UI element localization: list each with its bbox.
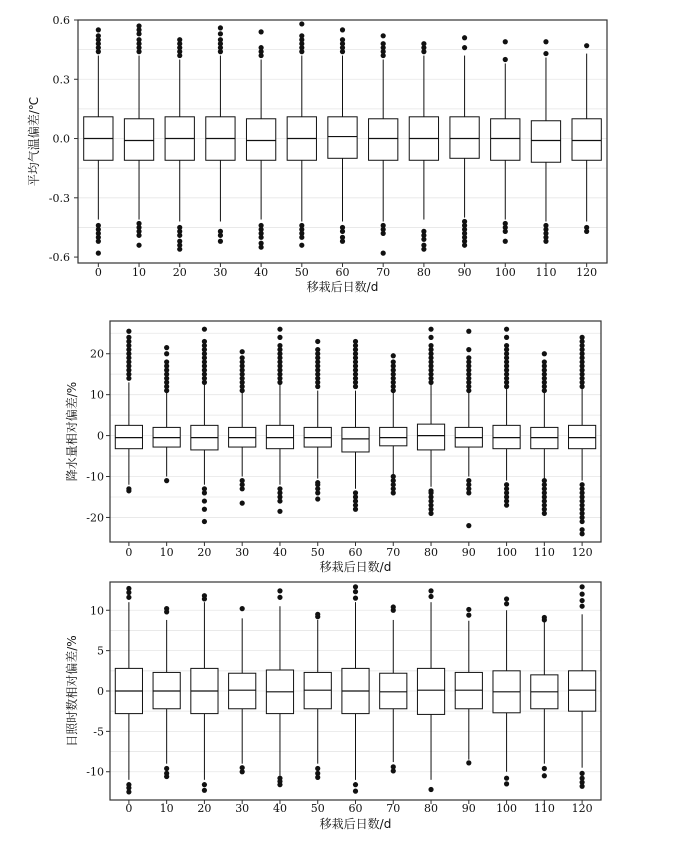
outlier-point [381, 231, 386, 236]
outlier-point [504, 776, 509, 781]
outlier-point [580, 584, 585, 589]
outlier-point [421, 247, 426, 252]
outlier-point [340, 37, 345, 42]
outlier-point [503, 57, 508, 62]
outlier-point [504, 343, 509, 348]
outlier-point [353, 782, 358, 787]
box-120 [569, 584, 596, 789]
x-tick-label: 80 [424, 546, 439, 559]
outlier-point [299, 21, 304, 26]
y-axis-label: 平均气温偏差/℃ [27, 96, 41, 187]
outlier-point [428, 343, 433, 348]
box-50 [304, 339, 331, 502]
outlier-point [428, 511, 433, 516]
outlier-point [315, 775, 320, 780]
outlier-point [240, 349, 245, 354]
outlier-point [202, 782, 207, 787]
x-tick-label: 90 [461, 802, 476, 815]
box-80 [417, 588, 444, 792]
chart-panel-1 [26, 14, 607, 294]
outlier-point [543, 39, 548, 44]
outlier-point [96, 27, 101, 32]
x-axis-label: 移栽后日数/d [319, 560, 392, 574]
outlier-point [315, 490, 320, 495]
x-tick-label: 100 [494, 266, 516, 279]
outlier-point [315, 347, 320, 352]
box-120 [572, 43, 601, 234]
box-iqr [569, 425, 596, 448]
outlier-point [218, 233, 223, 238]
x-tick-label: 0 [125, 546, 133, 559]
outlier-point [277, 782, 282, 787]
x-tick-label: 0 [125, 802, 133, 815]
box-80 [409, 41, 438, 252]
box-iqr [572, 119, 601, 160]
x-tick-label: 20 [197, 802, 212, 815]
y-tick-label: 10 [90, 388, 104, 402]
outlier-point [126, 488, 131, 493]
outlier-point [542, 766, 547, 771]
outlier-point [580, 519, 585, 524]
outlier-point [96, 251, 101, 256]
outlier-point [504, 335, 509, 340]
outlier-point [353, 789, 358, 794]
outlier-point [202, 593, 207, 598]
box-10 [153, 345, 180, 483]
outlier-point [580, 604, 585, 609]
outlier-point [277, 343, 282, 348]
outlier-point [202, 788, 207, 793]
outlier-point [391, 768, 396, 773]
outlier-point [584, 43, 589, 48]
outlier-point [542, 615, 547, 620]
outlier-point [428, 335, 433, 340]
outlier-point [277, 498, 282, 503]
y-tick-label: -10 [86, 470, 104, 484]
outlier-point [542, 359, 547, 364]
outlier-point [164, 351, 169, 356]
outlier-point [126, 586, 131, 591]
outlier-point [299, 235, 304, 240]
outlier-point [466, 613, 471, 618]
outlier-point [466, 347, 471, 352]
box-80 [417, 327, 444, 516]
outlier-point [428, 327, 433, 332]
outlier-point [126, 335, 131, 340]
x-tick-label: 40 [272, 546, 287, 559]
box-iqr [246, 119, 275, 160]
box-50 [304, 612, 331, 780]
box-110 [531, 615, 558, 778]
box-iqr [229, 673, 256, 709]
outlier-point [580, 531, 585, 536]
y-tick-label: -0.6 [48, 251, 70, 265]
outlier-point [503, 229, 508, 234]
x-tick-label: 60 [348, 802, 363, 815]
outlier-point [340, 239, 345, 244]
outlier-point [542, 511, 547, 516]
outlier-point [580, 335, 585, 340]
x-tick-label: 100 [496, 546, 518, 559]
box-iqr [491, 119, 520, 160]
outlier-point [353, 339, 358, 344]
x-tick-label: 80 [416, 266, 431, 279]
outlier-point [202, 339, 207, 344]
outlier-point [202, 327, 207, 332]
outlier-point [240, 355, 245, 360]
outlier-point [164, 606, 169, 611]
outlier-point [315, 766, 320, 771]
y-tick-label: 0.6 [52, 14, 70, 27]
x-tick-label: 70 [386, 802, 401, 815]
box-20 [165, 37, 194, 252]
x-tick-label: 10 [132, 266, 147, 279]
x-tick-label: 80 [424, 802, 439, 815]
x-tick-label: 50 [310, 546, 325, 559]
outlier-point [466, 329, 471, 334]
y-tick-label: 5 [97, 644, 104, 658]
outlier-point [259, 235, 264, 240]
box-90 [450, 35, 479, 248]
outlier-point [503, 39, 508, 44]
box-20 [191, 593, 218, 793]
outlier-point [202, 498, 207, 503]
outlier-point [126, 595, 131, 600]
box-100 [491, 39, 520, 244]
y-tick-label: 0.3 [52, 73, 70, 87]
box-0 [84, 27, 113, 255]
outlier-point [277, 327, 282, 332]
x-tick-label: 90 [457, 266, 472, 279]
box-30 [229, 349, 256, 506]
outlier-point [542, 351, 547, 356]
outlier-point [466, 355, 471, 360]
outlier-point [543, 239, 548, 244]
y-tick-label: 0.0 [52, 132, 70, 146]
box-iqr [417, 424, 444, 450]
outlier-point [504, 327, 509, 332]
outlier-point [580, 598, 585, 603]
box-iqr [328, 117, 357, 158]
outlier-point [466, 490, 471, 495]
outlier-point [277, 509, 282, 514]
outlier-point [421, 237, 426, 242]
box-iqr [124, 119, 153, 160]
outlier-point [164, 766, 169, 771]
x-tick-label: 10 [159, 546, 174, 559]
outlier-point [218, 239, 223, 244]
box-iqr [569, 671, 596, 711]
box-iqr [369, 119, 398, 160]
outlier-point [277, 588, 282, 593]
outlier-point [259, 45, 264, 50]
outlier-point [466, 607, 471, 612]
box-60 [328, 27, 357, 244]
x-axis-label: 移栽后日数/d [319, 817, 392, 831]
x-tick-label: 40 [254, 266, 269, 279]
chart-panel-3 [64, 582, 601, 831]
outlier-point [218, 31, 223, 36]
x-tick-label: 120 [571, 546, 593, 559]
x-tick-label: 70 [386, 546, 401, 559]
outlier-point [136, 37, 141, 42]
outlier-point [391, 353, 396, 358]
outlier-point [580, 771, 585, 776]
box-120 [569, 335, 596, 537]
outlier-point [504, 596, 509, 601]
outlier-point [381, 33, 386, 38]
box-60 [342, 584, 369, 793]
x-tick-label: 20 [172, 266, 187, 279]
outlier-point [315, 339, 320, 344]
y-tick-label: -5 [93, 725, 104, 739]
x-tick-label: 20 [197, 546, 212, 559]
outlier-point [277, 595, 282, 600]
outlier-point [353, 596, 358, 601]
outlier-point [504, 503, 509, 508]
box-90 [455, 329, 482, 529]
outlier-point [543, 51, 548, 56]
x-tick-label: 30 [235, 802, 250, 815]
outlier-point [381, 41, 386, 46]
outlier-point [381, 251, 386, 256]
outlier-point [340, 27, 345, 32]
outlier-point [462, 45, 467, 50]
box-iqr [266, 425, 293, 448]
box-60 [342, 339, 369, 512]
chart-panel-2 [64, 321, 601, 574]
y-tick-label: 0 [97, 685, 104, 698]
box-iqr [342, 427, 369, 452]
box-70 [380, 604, 407, 773]
y-tick-label: 10 [90, 604, 104, 618]
x-tick-label: 110 [535, 266, 557, 279]
outlier-point [136, 23, 141, 28]
box-50 [287, 21, 316, 247]
y-tick-label: -0.3 [48, 191, 70, 205]
y-tick-label: 0 [97, 429, 104, 443]
box-40 [246, 29, 275, 250]
outlier-point [240, 486, 245, 491]
x-tick-label: 60 [348, 546, 363, 559]
x-tick-label: 120 [571, 802, 593, 815]
outlier-point [136, 243, 141, 248]
box-0 [115, 586, 142, 795]
x-tick-label: 90 [461, 546, 476, 559]
outlier-point [580, 592, 585, 597]
x-tick-label: 30 [235, 546, 250, 559]
outlier-point [428, 787, 433, 792]
box-iqr [531, 121, 560, 162]
box-70 [369, 33, 398, 256]
outlier-point [504, 781, 509, 786]
y-axis-label: 降水量相对偏差/% [65, 381, 79, 482]
x-tick-label: 100 [496, 802, 518, 815]
outlier-point [240, 769, 245, 774]
outlier-point [542, 773, 547, 778]
box-iqr [493, 425, 520, 448]
outlier-point [299, 243, 304, 248]
x-tick-label: 30 [213, 266, 228, 279]
outlier-point [96, 239, 101, 244]
box-iqr [115, 425, 142, 448]
box-30 [206, 25, 235, 244]
y-tick-label: 20 [90, 347, 104, 361]
outlier-point [164, 359, 169, 364]
y-tick-label: -20 [86, 511, 104, 525]
outlier-point [277, 335, 282, 340]
x-tick-label: 110 [533, 802, 555, 815]
outlier-point [96, 33, 101, 38]
outlier-point [259, 245, 264, 250]
outlier-point [353, 584, 358, 589]
outlier-point [428, 588, 433, 593]
outlier-point [462, 243, 467, 248]
outlier-point [503, 239, 508, 244]
y-tick-label: -10 [86, 765, 104, 779]
outlier-point [177, 233, 182, 238]
x-tick-label: 110 [533, 546, 555, 559]
x-tick-label: 0 [94, 266, 102, 279]
box-10 [153, 606, 180, 779]
x-tick-label: 50 [310, 802, 325, 815]
outlier-point [315, 496, 320, 501]
outlier-point [466, 760, 471, 765]
box-30 [229, 606, 256, 774]
outlier-point [164, 345, 169, 350]
outlier-point [580, 784, 585, 789]
box-10 [124, 23, 153, 247]
x-tick-label: 40 [272, 802, 287, 815]
outlier-point [391, 359, 396, 364]
outlier-point [164, 478, 169, 483]
outlier-point [218, 37, 223, 42]
box-iqr [380, 673, 407, 709]
x-tick-label: 60 [335, 266, 350, 279]
outlier-point [202, 507, 207, 512]
outlier-point [240, 501, 245, 506]
outlier-point [177, 37, 182, 42]
box-iqr [450, 117, 479, 158]
outlier-point [462, 35, 467, 40]
outlier-point [504, 601, 509, 606]
outlier-point [391, 604, 396, 609]
outlier-point [259, 29, 264, 34]
outlier-point [299, 33, 304, 38]
box-20 [191, 327, 218, 525]
outlier-point [126, 789, 131, 794]
x-tick-label: 120 [576, 266, 598, 279]
box-40 [266, 327, 293, 514]
outlier-point [353, 589, 358, 594]
box-100 [493, 596, 520, 786]
outlier-point [428, 594, 433, 599]
x-tick-label: 10 [159, 802, 174, 815]
x-axis-label: 移栽后日数/d [306, 280, 379, 294]
outlier-point [202, 490, 207, 495]
x-tick-label: 70 [376, 266, 391, 279]
box-110 [531, 39, 560, 244]
outlier-point [136, 233, 141, 238]
box-110 [531, 351, 558, 516]
box-iqr [380, 427, 407, 445]
outlier-point [421, 41, 426, 46]
outlier-point [177, 247, 182, 252]
outlier-point [126, 329, 131, 334]
outlier-point [202, 519, 207, 524]
outlier-point [218, 25, 223, 30]
box-40 [266, 588, 293, 787]
outlier-point [340, 229, 345, 234]
box-iqr [417, 668, 444, 714]
outlier-point [391, 490, 396, 495]
x-tick-label: 50 [294, 266, 309, 279]
outlier-point [315, 612, 320, 617]
outlier-point [164, 774, 169, 779]
y-axis-label: 日照时数相对偏差/% [65, 635, 79, 747]
outlier-point [353, 507, 358, 512]
outlier-point [240, 606, 245, 611]
outlier-point [466, 523, 471, 528]
outlier-point [584, 229, 589, 234]
